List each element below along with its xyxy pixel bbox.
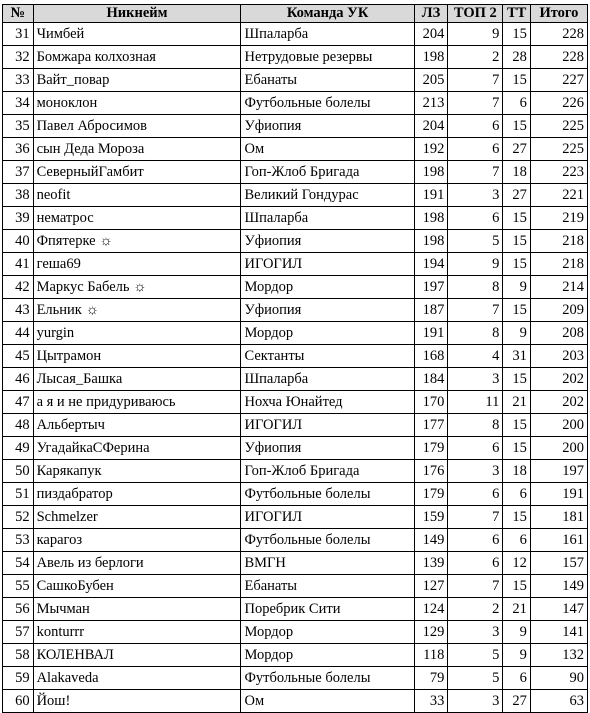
cell-top2: 3 <box>448 368 503 391</box>
cell-tt: 9 <box>503 276 531 299</box>
table-row <box>3 437 588 460</box>
cell-total: 225 <box>530 138 587 161</box>
cell-total: 225 <box>530 115 587 138</box>
cell-tt: 31 <box>503 345 531 368</box>
cell-team: Сектанты <box>241 345 414 368</box>
table-row <box>3 299 588 322</box>
cell-team: ВМГН <box>241 552 414 575</box>
cell-nickname: Вайт_повар <box>33 69 241 92</box>
cell-rank: 49 <box>3 437 34 460</box>
cell-lz: 127 <box>414 575 448 598</box>
cell-tt: 12 <box>503 552 531 575</box>
cell-lz: 204 <box>414 115 448 138</box>
cell-lz: 191 <box>414 322 448 345</box>
cell-rank: 31 <box>3 23 34 46</box>
table-row <box>3 230 588 253</box>
cell-top2: 7 <box>448 299 503 322</box>
table-row <box>3 276 588 299</box>
cell-total: 132 <box>530 644 587 667</box>
cell-total: 219 <box>530 207 587 230</box>
cell-lz: 198 <box>414 230 448 253</box>
cell-top2: 7 <box>448 161 503 184</box>
cell-lz: 191 <box>414 184 448 207</box>
cell-top2: 9 <box>448 23 503 46</box>
cell-total: 141 <box>530 621 587 644</box>
cell-lz: 198 <box>414 46 448 69</box>
table-row <box>3 184 588 207</box>
cell-total: 214 <box>530 276 587 299</box>
cell-tt: 15 <box>503 414 531 437</box>
cell-tt: 18 <box>503 460 531 483</box>
cell-total: 218 <box>530 230 587 253</box>
cell-rank: 57 <box>3 621 34 644</box>
cell-nickname: Маркус Бабель ☼ <box>33 276 241 299</box>
cell-top2: 6 <box>448 115 503 138</box>
cell-top2: 6 <box>448 552 503 575</box>
cell-total: 200 <box>530 437 587 460</box>
cell-team: Футбольные болелы <box>241 92 414 115</box>
cell-rank: 46 <box>3 368 34 391</box>
table-row <box>3 115 588 138</box>
cell-tt: 6 <box>503 483 531 506</box>
header-lz: ЛЗ <box>414 5 448 23</box>
cell-total: 221 <box>530 184 587 207</box>
cell-team: Ебанаты <box>241 575 414 598</box>
cell-total: 208 <box>530 322 587 345</box>
cell-team: Футбольные болелы <box>241 667 414 690</box>
cell-team: Шпаларба <box>241 207 414 230</box>
cell-lz: 194 <box>414 253 448 276</box>
cell-tt: 21 <box>503 598 531 621</box>
cell-team: Гоп-Жлоб Бригада <box>241 161 414 184</box>
cell-nickname: Alakaveda <box>33 667 241 690</box>
cell-team: Ом <box>241 138 414 161</box>
cell-nickname: neofit <box>33 184 241 207</box>
cell-lz: 177 <box>414 414 448 437</box>
cell-nickname: Альбертыч <box>33 414 241 437</box>
table-row <box>3 92 588 115</box>
cell-team: Поребрик Сити <box>241 598 414 621</box>
cell-rank: 39 <box>3 207 34 230</box>
cell-team: Уфиопия <box>241 115 414 138</box>
cell-team: Мордор <box>241 276 414 299</box>
cell-tt: 6 <box>503 529 531 552</box>
cell-lz: 33 <box>414 690 448 713</box>
table-row <box>3 23 588 46</box>
cell-total: 161 <box>530 529 587 552</box>
cell-tt: 15 <box>503 437 531 460</box>
table-row <box>3 529 588 552</box>
cell-top2: 5 <box>448 644 503 667</box>
table-row <box>3 598 588 621</box>
cell-rank: 33 <box>3 69 34 92</box>
cell-total: 63 <box>530 690 587 713</box>
cell-top2: 4 <box>448 345 503 368</box>
cell-lz: 205 <box>414 69 448 92</box>
cell-rank: 56 <box>3 598 34 621</box>
cell-rank: 38 <box>3 184 34 207</box>
cell-rank: 44 <box>3 322 34 345</box>
cell-team: Нохча Юнайтед <box>241 391 414 414</box>
cell-team: Футбольные болелы <box>241 483 414 506</box>
cell-lz: 204 <box>414 23 448 46</box>
cell-nickname: Йош! <box>33 690 241 713</box>
cell-rank: 52 <box>3 506 34 529</box>
table-row <box>3 69 588 92</box>
cell-top2: 5 <box>448 230 503 253</box>
header-top2: ТОП 2 <box>448 5 503 23</box>
cell-team: Футбольные болелы <box>241 529 414 552</box>
cell-nickname: Мычман <box>33 598 241 621</box>
cell-tt: 18 <box>503 161 531 184</box>
cell-rank: 35 <box>3 115 34 138</box>
cell-rank: 59 <box>3 667 34 690</box>
cell-top2: 7 <box>448 69 503 92</box>
cell-rank: 51 <box>3 483 34 506</box>
cell-team: Гоп-Жлоб Бригада <box>241 460 414 483</box>
cell-tt: 9 <box>503 322 531 345</box>
cell-team: Мордор <box>241 621 414 644</box>
cell-nickname: СашкоБубен <box>33 575 241 598</box>
table-row <box>3 391 588 414</box>
cell-top2: 7 <box>448 92 503 115</box>
cell-total: 218 <box>530 253 587 276</box>
cell-rank: 42 <box>3 276 34 299</box>
cell-lz: 124 <box>414 598 448 621</box>
cell-lz: 176 <box>414 460 448 483</box>
table-row <box>3 368 588 391</box>
cell-top2: 6 <box>448 207 503 230</box>
cell-team: Мордор <box>241 644 414 667</box>
cell-nickname: Лысая_Башка <box>33 368 241 391</box>
cell-total: 203 <box>530 345 587 368</box>
cell-nickname: сын Деда Мороза <box>33 138 241 161</box>
cell-total: 226 <box>530 92 587 115</box>
cell-tt: 9 <box>503 644 531 667</box>
cell-nickname: Ельник ☼ <box>33 299 241 322</box>
cell-nickname: моноклон <box>33 92 241 115</box>
cell-tt: 15 <box>503 253 531 276</box>
table-row <box>3 322 588 345</box>
cell-tt: 27 <box>503 138 531 161</box>
cell-top2: 8 <box>448 414 503 437</box>
cell-tt: 28 <box>503 46 531 69</box>
cell-total: 90 <box>530 667 587 690</box>
cell-top2: 7 <box>448 575 503 598</box>
cell-tt: 15 <box>503 230 531 253</box>
table-row <box>3 414 588 437</box>
cell-total: 181 <box>530 506 587 529</box>
cell-total: 149 <box>530 575 587 598</box>
cell-nickname: Цытрамон <box>33 345 241 368</box>
cell-team: Ом <box>241 690 414 713</box>
cell-total: 228 <box>530 46 587 69</box>
table-body <box>3 23 588 713</box>
table-row <box>3 506 588 529</box>
cell-nickname: Чимбей <box>33 23 241 46</box>
cell-lz: 118 <box>414 644 448 667</box>
cell-lz: 179 <box>414 483 448 506</box>
cell-nickname: СеверныйГамбит <box>33 161 241 184</box>
cell-nickname: Карякапук <box>33 460 241 483</box>
cell-lz: 192 <box>414 138 448 161</box>
table-row <box>3 690 588 713</box>
cell-total: 227 <box>530 69 587 92</box>
cell-top2: 5 <box>448 667 503 690</box>
cell-total: 228 <box>530 23 587 46</box>
cell-team: Мордор <box>241 322 414 345</box>
cell-top2: 6 <box>448 138 503 161</box>
cell-total: 191 <box>530 483 587 506</box>
cell-top2: 11 <box>448 391 503 414</box>
cell-rank: 60 <box>3 690 34 713</box>
cell-top2: 2 <box>448 598 503 621</box>
cell-tt: 15 <box>503 299 531 322</box>
cell-rank: 41 <box>3 253 34 276</box>
table-row <box>3 483 588 506</box>
cell-rank: 58 <box>3 644 34 667</box>
table-row <box>3 161 588 184</box>
cell-total: 202 <box>530 391 587 414</box>
cell-tt: 15 <box>503 69 531 92</box>
cell-nickname: нематрос <box>33 207 241 230</box>
cell-lz: 213 <box>414 92 448 115</box>
cell-top2: 6 <box>448 483 503 506</box>
cell-nickname: konturrr <box>33 621 241 644</box>
cell-lz: 184 <box>414 368 448 391</box>
cell-lz: 159 <box>414 506 448 529</box>
table-row <box>3 138 588 161</box>
cell-top2: 6 <box>448 437 503 460</box>
cell-lz: 149 <box>414 529 448 552</box>
cell-rank: 40 <box>3 230 34 253</box>
header-tt: ТТ <box>503 5 531 23</box>
cell-lz: 170 <box>414 391 448 414</box>
cell-tt: 21 <box>503 391 531 414</box>
cell-nickname: УгадайкаСФерина <box>33 437 241 460</box>
header-total: Итого <box>530 5 587 23</box>
cell-total: 147 <box>530 598 587 621</box>
cell-team: Уфиопия <box>241 299 414 322</box>
cell-rank: 32 <box>3 46 34 69</box>
cell-tt: 27 <box>503 690 531 713</box>
cell-total: 157 <box>530 552 587 575</box>
cell-rank: 47 <box>3 391 34 414</box>
cell-tt: 6 <box>503 667 531 690</box>
cell-top2: 6 <box>448 529 503 552</box>
table-row <box>3 46 588 69</box>
cell-team: ИГОГИЛ <box>241 414 414 437</box>
cell-nickname: Авель из берлоги <box>33 552 241 575</box>
cell-lz: 129 <box>414 621 448 644</box>
cell-tt: 27 <box>503 184 531 207</box>
cell-team: ИГОГИЛ <box>241 253 414 276</box>
cell-rank: 48 <box>3 414 34 437</box>
results-table-wrapper <box>2 4 588 713</box>
cell-lz: 79 <box>414 667 448 690</box>
cell-nickname: пиздабратор <box>33 483 241 506</box>
cell-team: Ебанаты <box>241 69 414 92</box>
cell-tt: 15 <box>503 368 531 391</box>
cell-nickname: yurgin <box>33 322 241 345</box>
cell-total: 223 <box>530 161 587 184</box>
cell-tt: 15 <box>503 575 531 598</box>
cell-lz: 198 <box>414 161 448 184</box>
cell-team: Шпаларба <box>241 23 414 46</box>
cell-nickname: КОЛЕНВАЛ <box>33 644 241 667</box>
header-nickname: Никнейм <box>33 5 241 23</box>
cell-team: Нетрудовые резервы <box>241 46 414 69</box>
cell-rank: 54 <box>3 552 34 575</box>
header-rank: № <box>3 5 34 23</box>
cell-rank: 37 <box>3 161 34 184</box>
cell-tt: 15 <box>503 115 531 138</box>
cell-top2: 3 <box>448 690 503 713</box>
cell-rank: 34 <box>3 92 34 115</box>
results-table <box>2 4 588 713</box>
cell-top2: 8 <box>448 322 503 345</box>
cell-lz: 187 <box>414 299 448 322</box>
table-row <box>3 460 588 483</box>
table-row <box>3 667 588 690</box>
cell-tt: 15 <box>503 207 531 230</box>
cell-team: Шпаларба <box>241 368 414 391</box>
cell-lz: 139 <box>414 552 448 575</box>
cell-tt: 6 <box>503 92 531 115</box>
cell-top2: 3 <box>448 460 503 483</box>
table-row <box>3 575 588 598</box>
table-row <box>3 345 588 368</box>
cell-team: Великий Гондурас <box>241 184 414 207</box>
cell-team: Уфиопия <box>241 230 414 253</box>
cell-team: ИГОГИЛ <box>241 506 414 529</box>
table-row <box>3 644 588 667</box>
cell-top2: 3 <box>448 184 503 207</box>
cell-top2: 9 <box>448 253 503 276</box>
cell-tt: 9 <box>503 621 531 644</box>
cell-nickname: геша69 <box>33 253 241 276</box>
cell-nickname: Фпятерке ☼ <box>33 230 241 253</box>
cell-team: Уфиопия <box>241 437 414 460</box>
cell-tt: 15 <box>503 23 531 46</box>
cell-lz: 168 <box>414 345 448 368</box>
header-row <box>3 5 588 23</box>
cell-nickname: а я и не придуриваюсь <box>33 391 241 414</box>
cell-rank: 43 <box>3 299 34 322</box>
cell-top2: 3 <box>448 621 503 644</box>
table-row <box>3 253 588 276</box>
cell-rank: 55 <box>3 575 34 598</box>
cell-top2: 2 <box>448 46 503 69</box>
cell-lz: 179 <box>414 437 448 460</box>
cell-nickname: Бомжара колхозная <box>33 46 241 69</box>
cell-lz: 198 <box>414 207 448 230</box>
cell-nickname: Павел Абросимов <box>33 115 241 138</box>
cell-total: 200 <box>530 414 587 437</box>
cell-top2: 8 <box>448 276 503 299</box>
cell-rank: 45 <box>3 345 34 368</box>
cell-nickname: карагоз <box>33 529 241 552</box>
table-row <box>3 552 588 575</box>
cell-lz: 197 <box>414 276 448 299</box>
cell-total: 197 <box>530 460 587 483</box>
cell-top2: 7 <box>448 506 503 529</box>
cell-total: 202 <box>530 368 587 391</box>
header-team: Команда УК <box>241 5 414 23</box>
table-row <box>3 621 588 644</box>
cell-total: 209 <box>530 299 587 322</box>
cell-rank: 53 <box>3 529 34 552</box>
table-row <box>3 207 588 230</box>
cell-rank: 36 <box>3 138 34 161</box>
cell-nickname: Schmelzer <box>33 506 241 529</box>
cell-rank: 50 <box>3 460 34 483</box>
cell-tt: 15 <box>503 506 531 529</box>
